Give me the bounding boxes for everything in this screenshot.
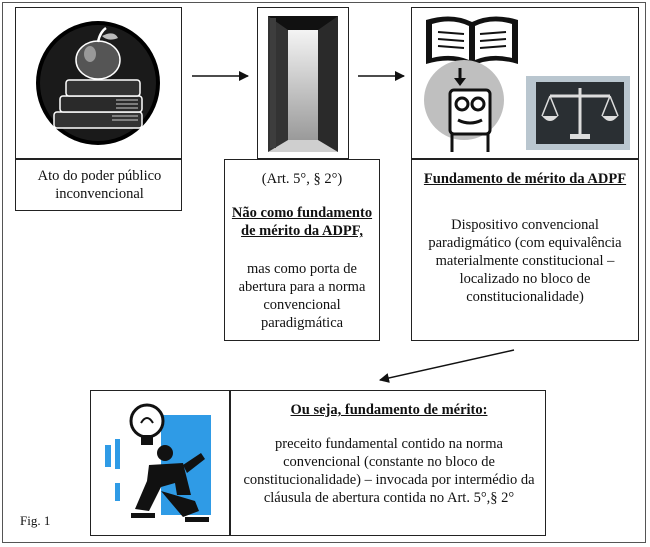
box-door-body: mas como porta de abertura para a norma convencional paradigmática: [238, 261, 366, 331]
box-act-text: Ato do poder público inconvencional: [37, 168, 162, 202]
box-bottom-heading: Ou seja, fundamento de mérito:: [290, 402, 488, 418]
arrow-merit-to-bottom: [380, 350, 514, 380]
box-merit-heading: Fundamento de mérito da ADPF: [423, 171, 627, 187]
figure-caption: Fig. 1: [20, 513, 51, 528]
box-door-ref: (Art. 5°, § 2°): [261, 171, 343, 187]
box-bottom-body: preceito fundamental contido na norma convencional (constante no bloco de constitucionalidade) – invocada por intermédio da cláusula de abertura contida no Art. 5°,§ 2°: [243, 436, 535, 506]
box-door-heading: Não como fundamento de mérito da ADPF,: [231, 205, 373, 239]
box-merit-body: Dispositivo convencional paradigmático (com equivalência materialmente constitucional – localizado no bloco de constitucionalidade): [428, 217, 622, 305]
